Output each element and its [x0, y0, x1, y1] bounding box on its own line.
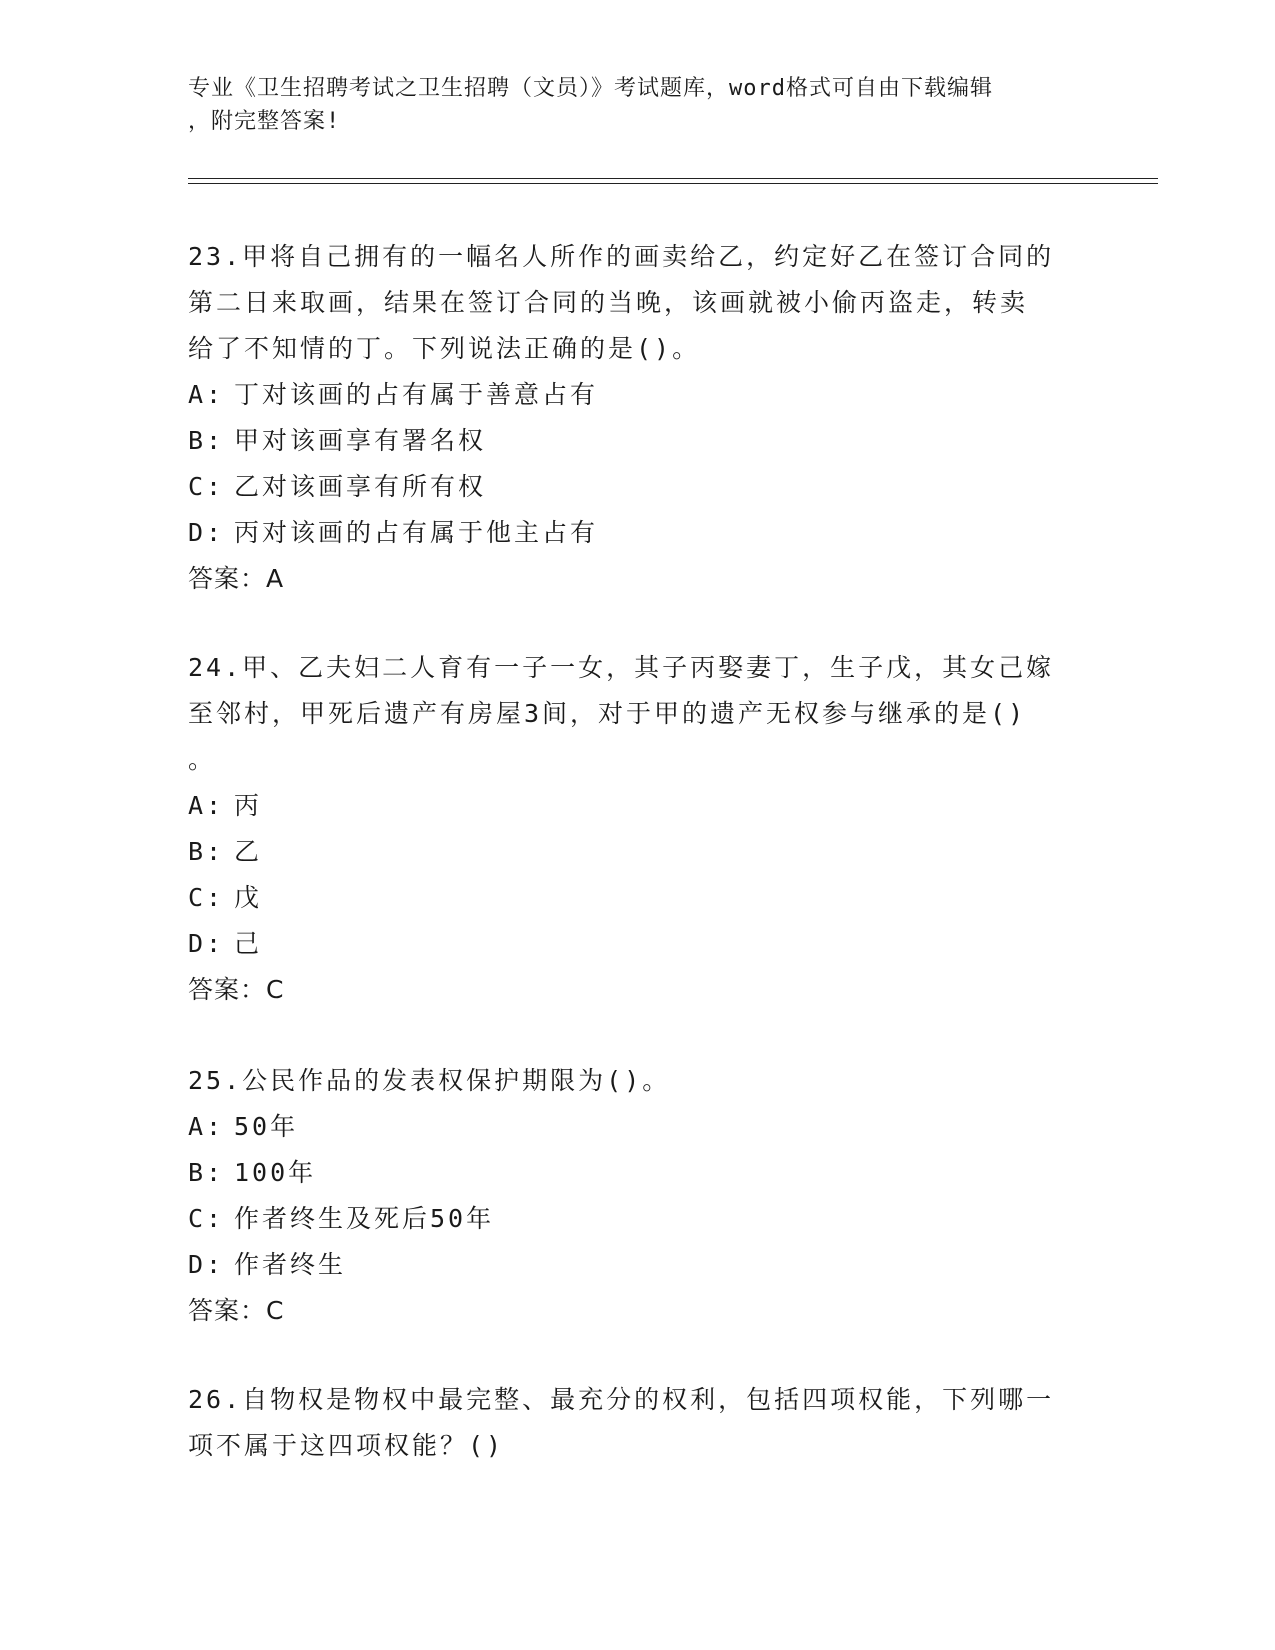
option-letter: C:: [188, 883, 225, 912]
option-text: 乙: [234, 837, 263, 866]
question-stem-line: 给了不知情的丁。下列说法正确的是()。: [188, 334, 701, 363]
option-c: [188, 1196, 1088, 1242]
question-stem-line: 项不属于这四项权能？(): [188, 1431, 505, 1460]
option-letter: A:: [188, 791, 225, 820]
option-b: [188, 1150, 1088, 1196]
option-d: [188, 921, 1088, 967]
document-header: [188, 72, 1088, 138]
option-text: 作者终生: [234, 1250, 347, 1279]
option-a: [188, 372, 1088, 418]
header-divider-bottom: [188, 183, 1158, 184]
header-divider-top: [188, 178, 1158, 179]
option-text: 己: [234, 929, 263, 958]
question-stem-line: 25.公民作品的发表权保护期限为()。: [188, 1066, 671, 1095]
option-text: 戊: [234, 883, 263, 912]
option-letter: B:: [188, 837, 225, 866]
option-text: 丙: [234, 791, 263, 820]
answer-line: 答案：A: [188, 564, 285, 593]
option-letter: A:: [188, 380, 225, 409]
option-d: [188, 1242, 1088, 1288]
question-23: [188, 234, 1088, 602]
option-a: [188, 783, 1088, 829]
question-stem-line: 至邻村，甲死后遗产有房屋3间，对于甲的遗产无权参与继承的是(): [188, 699, 1027, 728]
option-letter: D:: [188, 1250, 225, 1279]
question-stem-line: 26.自物权是物权中最完整、最充分的权利，包括四项权能，下列哪一: [188, 1385, 1055, 1414]
option-text: 丁对该画的占有属于善意占有: [234, 380, 599, 409]
option-text: 丙对该画的占有属于他主占有: [234, 518, 599, 547]
question-stem-line: 23.甲将自己拥有的一幅名人所作的画卖给乙，约定好乙在签订合同的: [188, 242, 1055, 271]
option-letter: C:: [188, 472, 225, 501]
header-line-1: 专业《卫生招聘考试之卫生招聘（文员）》考试题库，word格式可自由下载编辑: [188, 76, 993, 101]
option-letter: D:: [188, 929, 225, 958]
option-letter: A:: [188, 1112, 225, 1141]
option-text: 甲对该画享有署名权: [234, 426, 487, 455]
answer-line: 答案：C: [188, 1296, 285, 1325]
answer-line: 答案：C: [188, 975, 285, 1004]
question-24: [188, 645, 1088, 1013]
option-a: [188, 1104, 1088, 1150]
question-stem-line: 24.甲、乙夫妇二人育有一子一女，其子丙娶妻丁，生子戊，其女己嫁: [188, 653, 1055, 682]
question-stem-line: 。: [188, 745, 217, 774]
question-stem-line: 第二日来取画，结果在签订合同的当晚，该画就被小偷丙盗走，转卖: [188, 288, 1029, 317]
option-b: [188, 418, 1088, 464]
question-25: [188, 1058, 1088, 1334]
option-text: 作者终生及死后50年: [234, 1204, 495, 1233]
option-letter: C:: [188, 1204, 225, 1233]
option-letter: D:: [188, 518, 225, 547]
option-text: 乙对该画享有所有权: [234, 472, 487, 501]
option-b: [188, 829, 1088, 875]
option-text: 100年: [234, 1158, 317, 1187]
option-d: [188, 510, 1088, 556]
question-26: [188, 1377, 1088, 1469]
option-c: [188, 464, 1088, 510]
option-text: 50年: [234, 1112, 299, 1141]
header-line-2: ，附完整答案!: [188, 109, 341, 134]
option-letter: B:: [188, 426, 225, 455]
option-letter: B:: [188, 1158, 225, 1187]
option-c: [188, 875, 1088, 921]
